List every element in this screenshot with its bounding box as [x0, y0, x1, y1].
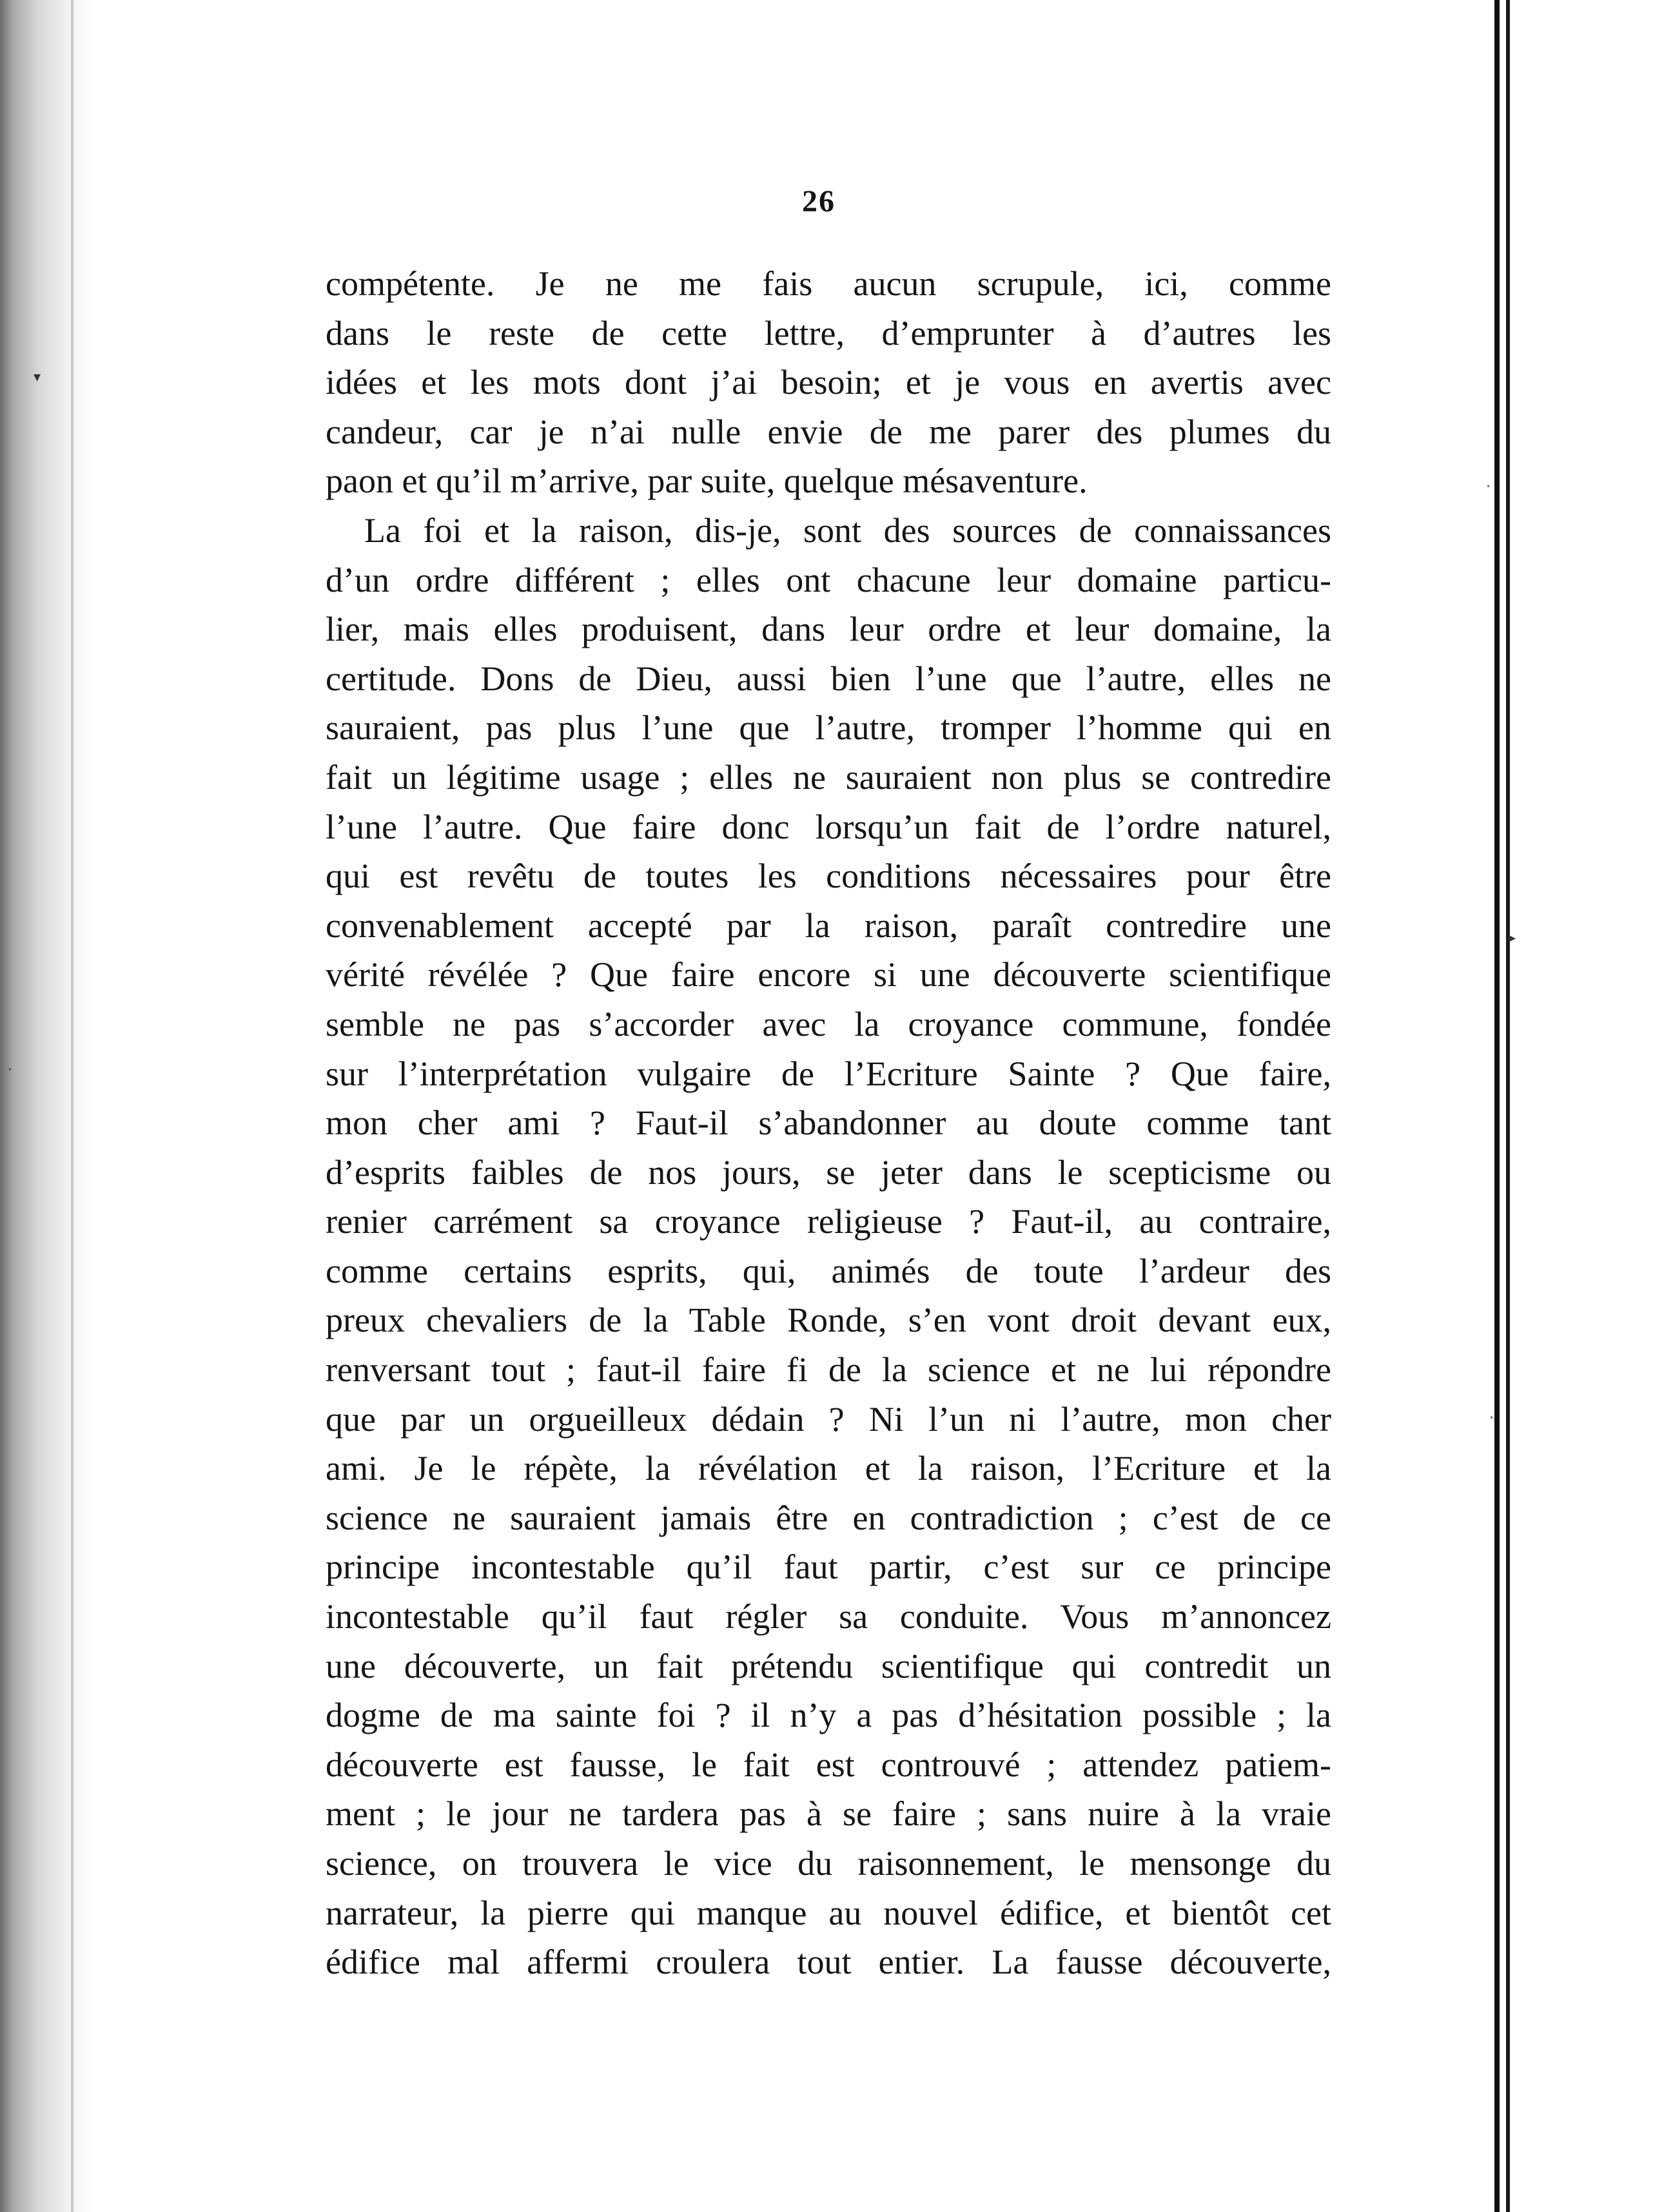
- text-line: paon et qu’il m’arrive, par suite, quelque mésaventure.: [326, 461, 1088, 501]
- body-text: [326, 259, 1331, 1987]
- text-line: idées et les mots dont j’ai besoin; et je vous en avertis avec: [326, 363, 1331, 402]
- text-line: que par un orgueilleux dédain ? Ni l’un ni l’autre, mon cher: [326, 1399, 1331, 1439]
- text-line: sur l’interprétation vulgaire de l’Ecriture Sainte ? Que faire,: [326, 1054, 1331, 1093]
- scan-speck: ·: [8, 1062, 12, 1078]
- text-line: dogme de ma sainte foi ? il n’y a pas d’hésitation possible ; la: [326, 1696, 1331, 1735]
- text-line: mon cher ami ? Faut-il s’abandonner au doute comme tant: [326, 1103, 1331, 1143]
- text-line: convenablement accepté par la raison, paraît contredire une: [326, 906, 1331, 945]
- text-line: d’un ordre différent ; elles ont chacune leur domaine particu-: [326, 560, 1331, 599]
- scan-speck: ▾: [34, 369, 41, 385]
- scan-speck: ·: [1489, 1410, 1494, 1426]
- text-line: ami. Je le répète, la révélation et la raison, l’Ecriture et la: [326, 1449, 1331, 1488]
- text-line: vérité révélée ? Que faire encore si une découverte scientifique: [326, 955, 1331, 994]
- text-line: fait un légitime usage ; elles ne sauraient non plus se contredire: [326, 757, 1331, 797]
- text-line: d’esprits faibles de nos jours, se jeter dans le scepticisme ou: [326, 1152, 1331, 1192]
- scan-speck: ▸: [1509, 930, 1516, 946]
- text-line: renier carrément sa croyance religieuse ? Faut-il, au contraire,: [326, 1202, 1331, 1241]
- text-line: preux chevaliers de la Table Ronde, s’en vont droit devant eux,: [326, 1301, 1331, 1340]
- scan-speck: ·: [1486, 479, 1491, 495]
- text-line: une découverte, un fait prétendu scientifique qui contredit un: [326, 1646, 1331, 1685]
- text-line: l’une l’autre. Que faire donc lorsqu’un fait de l’ordre naturel,: [326, 807, 1331, 846]
- text-line: lier, mais elles produisent, dans leur ordre et leur domaine, la: [326, 610, 1331, 649]
- right-margin: [1510, 0, 1653, 2212]
- text-line: narrateur, la pierre qui manque au nouvel édifice, et bientôt cet: [326, 1893, 1331, 1932]
- text-line: incontestable qu’il faut régler sa conduite. Vous m’annoncez: [326, 1597, 1331, 1636]
- text-line: découverte est fausse, le fait est controuvé ; attendez patiem-: [326, 1745, 1331, 1784]
- text-line: compétente. Je ne me fais aucun scrupule, ici, comme: [326, 264, 1331, 303]
- text-line: La foi et la raison, dis-je, sont des sources de connaissances: [364, 510, 1331, 550]
- text-line: semble ne pas s’accorder avec la croyance commune, fondée: [326, 1004, 1331, 1043]
- text-line: ment ; le jour ne tardera pas à se faire ; sans nuire à la vraie: [326, 1794, 1331, 1834]
- text-line: sauraient, pas plus l’une que l’autre, tromper l’homme qui en: [326, 708, 1331, 748]
- text-line: comme certains esprits, qui, animés de toute l’ardeur des: [326, 1251, 1331, 1290]
- text-line: principe incontestable qu’il faut partir, c’est sur ce principe: [326, 1547, 1331, 1587]
- left-gutter-shadow: [0, 0, 97, 2212]
- text-line: dans le reste de cette lettre, d’emprunter à d’autres les: [326, 313, 1331, 353]
- text-line: édifice mal affermi croulera tout entier. La fausse découverte,: [326, 1943, 1331, 1982]
- text-line: science ne sauraient jamais être en contradiction ; c’est de ce: [326, 1498, 1331, 1537]
- text-line: certitude. Dons de Dieu, aussi bien l’une que l’autre, elles ne: [326, 659, 1331, 698]
- text-line: candeur, car je n’ai nulle envie de me parer des plumes du: [326, 412, 1331, 451]
- text-line: science, on trouvera le vice du raisonnement, le mensonge du: [326, 1844, 1331, 1883]
- page-number: 26: [802, 184, 836, 218]
- text-line: renversant tout ; faut-il faire fi de la science et ne lui répondre: [326, 1350, 1331, 1390]
- right-edge-border: [1494, 0, 1500, 2212]
- left-gutter-line: [71, 0, 73, 2212]
- text-line: qui est revêtu de toutes les conditions nécessaires pour être: [326, 857, 1331, 896]
